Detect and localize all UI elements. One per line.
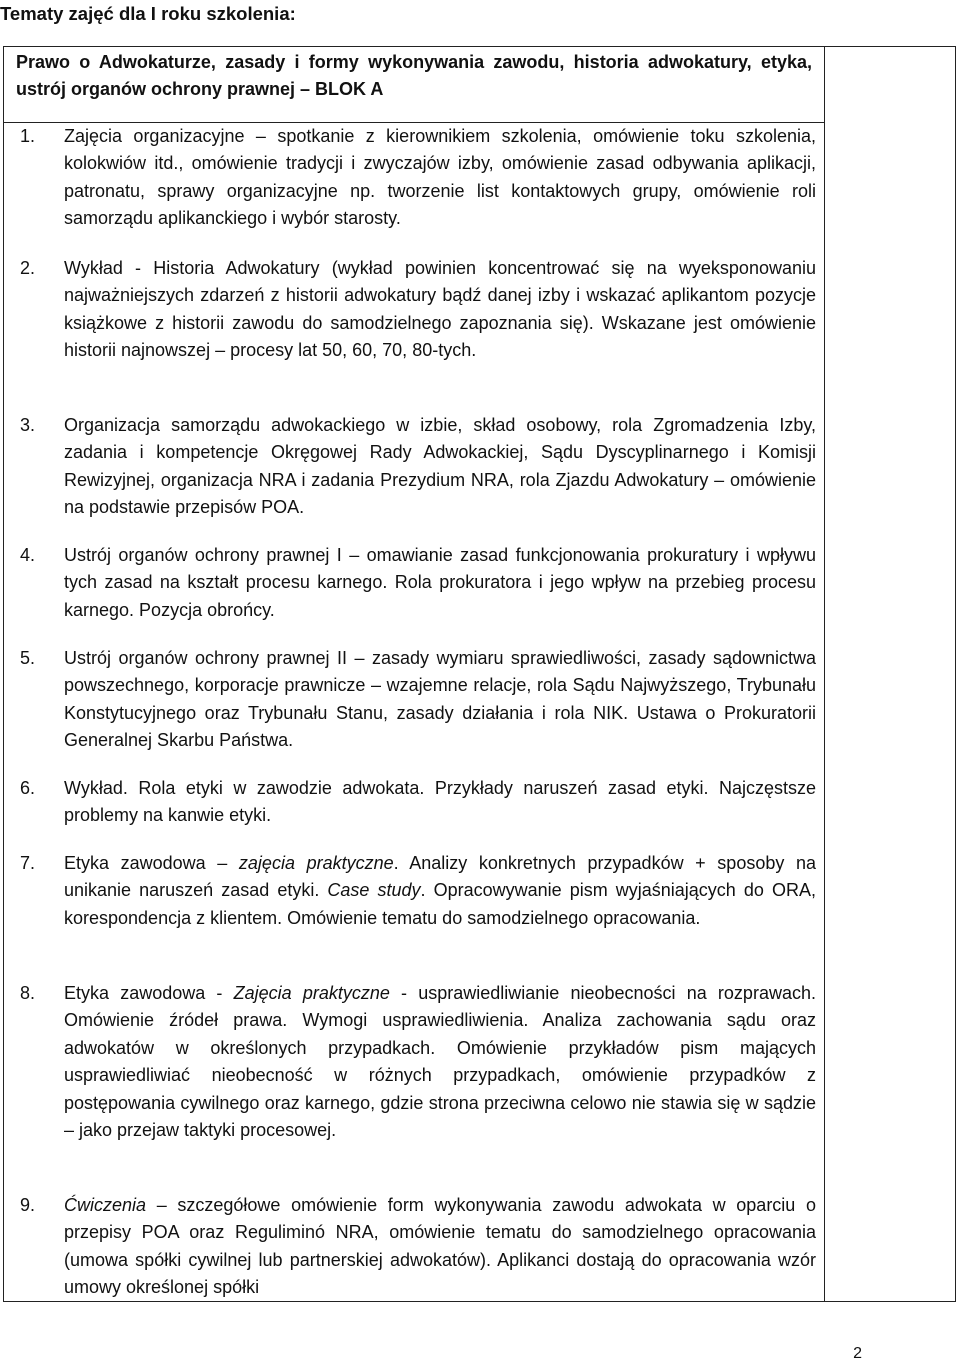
topic-number: 6. bbox=[20, 778, 36, 798]
block-title-row bbox=[4, 47, 824, 123]
topic-item-6 bbox=[20, 775, 816, 830]
topic-text: Ćwiczenia – szczegółowe omówienie form wykonywania zawodu adwokata w oparciu o przepisy POA oraz Reguliminó NRA, omówienie tematu do samodzielnego opracowania (umowa spółki cywilnej lub partnerskiej adwokatów). Aplikanci dostają do opracowania wzór umowy określonej spółki bbox=[64, 1195, 816, 1298]
topic-item-9 bbox=[20, 1192, 816, 1302]
page-number: 2 bbox=[853, 1345, 862, 1362]
topic-item-7 bbox=[20, 850, 816, 932]
topic-item-5 bbox=[20, 645, 816, 755]
topic-text: Wykład. Rola etyki w zawodzie adwokata. Przykłady naruszeń zasad etyki. Najczęstsze problemy na kanwie etyki. bbox=[64, 778, 816, 826]
topic-text: Wykład - Historia Adwokatury (wykład powinien koncentrować się na wyeksponowaniu najważniejszych zdarzeń z historii adwokatury bądź danej izby i wskazać aplikantom pozycje książkowe z historii zawodu do samodzielnego zapoznania się). Wskazane jest omówienie historii najnowszej – procesy lat 50, 60, 70, 80-tych. bbox=[64, 258, 816, 361]
topic-text: Zajęcia organizacyjne – spotkanie z kierownikiem szkolenia, omówienie toku szkolenia, kolokwiów itd., omówienie tradycji i zwyczajów izby, omówienie zasad odbywania aplikacji, patronatu, sprawy organizacyjne np. tworzenie list kontaktowych grupy, omówienie roli samorządu aplikanckiego i wybór starosty. bbox=[64, 126, 816, 229]
topic-text: Ustrój organów ochrony prawnej I – omawianie zasad funkcjonowania prokuratury i wpływu tych zasad na kształt procesu karnego. Rola prokuratora i jego wpływ na przebieg procesu karnego. Pozycja obrońcy. bbox=[64, 545, 816, 620]
topic-number: 9. bbox=[20, 1195, 36, 1215]
topic-number: 4. bbox=[20, 545, 36, 565]
topic-item-4 bbox=[20, 542, 816, 624]
topic-text: Organizacja samorządu adwokackiego w izbie, skład osobowy, rola Zgromadzenia Izby, zadania i kompetencje Okręgowej Rady Adwokackiej, Sądu Dyscyplinarnego i Komisji Rewizyjnej, organizacja NRA i zadania Prezydium NRA, rola Zjazdu Adwokatury – omówienie na podstawie przepisów POA. bbox=[64, 415, 816, 518]
topic-number: 7. bbox=[20, 853, 36, 873]
block-title: Prawo o Adwokaturze, zasady i formy wykonywania zawodu, historia adwokatury, etyka, ustrój organów ochrony prawnej – BLOK A bbox=[16, 52, 812, 99]
topic-text: Etyka zawodowa – zajęcia praktyczne. Analizy konkretnych przypadków + sposoby na unikanie naruszeń zasad etyki. Case study. Opracowywanie pism wyjaśniających do ORA, korespondencja z klientem. Omówienie tematu do samodzielnego opracowania. bbox=[64, 853, 816, 928]
topic-item-8 bbox=[20, 980, 816, 1144]
topic-number: 5. bbox=[20, 648, 36, 668]
topic-text: Etyka zawodowa - Zajęcia praktyczne - usprawiedliwianie nieobecności na rozprawach. Omówienie źródeł prawa. Wymogi usprawiedliwienia. Analiza zachowania sądu oraz adwokatów w określonych przypadkach. Omówienie przykładów pism mających usprawiedliwiać nieobecność w różnych przypadkach, omówienie przypadków z postępowania cywilnego oraz karnego, gdzie strona przeciwna celowo nie stawia się w sądzie – jako przejaw taktyki procesowej. bbox=[64, 983, 816, 1141]
topics-table bbox=[3, 46, 956, 1302]
page-heading: Tematy zajęć dla I roku szkolenia: bbox=[0, 3, 296, 24]
column-divider bbox=[824, 47, 825, 1301]
topic-item-3 bbox=[20, 412, 816, 522]
topic-number: 1. bbox=[20, 126, 36, 146]
topic-item-2 bbox=[20, 255, 816, 365]
topic-number: 3. bbox=[20, 415, 36, 435]
topic-number: 2. bbox=[20, 258, 36, 278]
topic-text: Ustrój organów ochrony prawnej II – zasady wymiaru sprawiedliwości, zasady sądownictwa powszechnego, korporacje prawnicze – wzajemne relacje, rola Sądu Najwyższego, Trybunału Konstytucyjnego oraz Trybunału Stanu, zasady działania i rola NIK. Ustawa o Prokuratorii Generalnej Skarbu Państwa. bbox=[64, 648, 816, 751]
topic-item-1 bbox=[20, 123, 816, 233]
topic-number: 8. bbox=[20, 983, 36, 1003]
